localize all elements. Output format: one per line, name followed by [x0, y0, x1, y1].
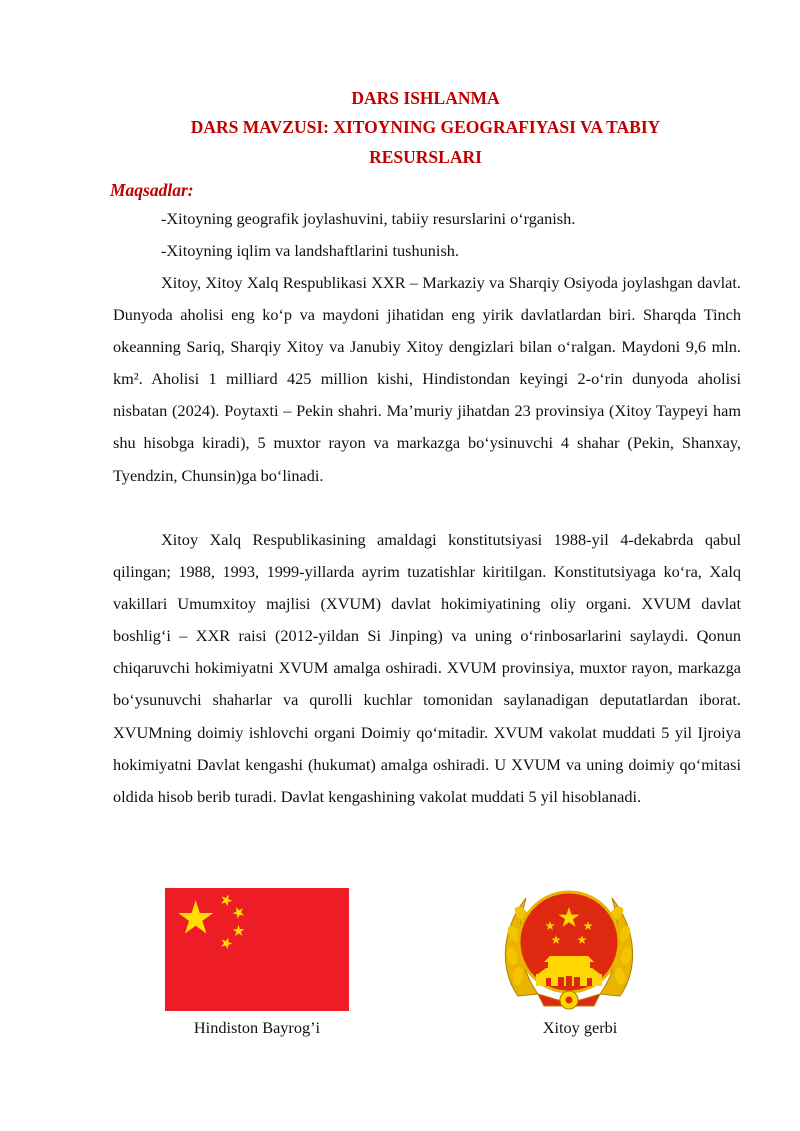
emblem-caption: Xitoy gerbi — [542, 1018, 618, 1037]
china-emblem-icon — [498, 876, 640, 1016]
goal-item: -Xitoyning geografik joylashuvini, tabiiy resurslarini o‘rganish. — [161, 209, 576, 228]
paragraph-geography: Xitoy, Xitoy Xalq Respublikasi XXR – Markaziy va Sharqiy Osiyoda joylashgan davlat. Dunyoda aholisi eng ko‘p va maydoni jihatidan eng yirik davlatlardan biri. Sharqda Tinch okeanning Sariq, Sharqiy Xitoy va Janubiy Xitoy dengizlari bilan o‘ralgan. Maydoni 9,6 mln. km². Aholisi 1 milliard 425 million kishi, Hindistondan keyingi 2-o‘rin dunyoda aholisi nisbatan (2024). Poytaxti – Pekin shahri. Ma’muriy jihatdan 23 provinsiya (Xitoy Taypeyi ham shu hisobga kiradi), 5 muxtor rayon va markazga bo‘ysinuvchi 4 shahar (Pekin, Shanxay, Tyendzin, Chunsin)ga bo‘linadi. — [113, 273, 741, 485]
document-heading-line3: RESURSLARI — [369, 147, 482, 167]
goals-subtitle: Maqsadlar: — [110, 180, 194, 200]
paragraph-constitution: Xitoy Xalq Respublikasining amaldagi konstitutsiyasi 1988-yil 4-dekabrda qabul qilingan; 1988, 1993, 1999-yillarda ayrim tuzatishlar kiritilgan. Konstitutsiyaga ko‘ra, Xalq vakillari Umumxitoy majlisi (XVUM) davlat hokimiyatining oliy organi. XVUM davlat boshlig‘i – XXR raisi (2012-yildan Si Jinping) va uning o‘rinbosarlarini saylaydi. Qonun chiqaruvchi hokimiyatni XVUM amalga oshiradi. XVUM provinsiya, muxtor rayon, markazga bo‘ysunuvchi shaharlar va qurolli kuchlar tomonidan saylanadigan deputatlardan iborat. XVUMning doimiy ishlovchi organi Doimiy qo‘mitadir. XVUM vakolat muddati 5 yil Ijroiya hokimiyatni Davlat kengashi (hukumat) amalga oshiradi. U XVUM va uning doimiy qo‘mitasi oldida hisob berib turadi. Davlat kengashining vakolat muddati 5 yil hisoblanadi. — [113, 530, 741, 806]
china-flag-icon — [165, 888, 349, 1011]
flag-caption: Hindiston Bayrog’i — [193, 1018, 321, 1037]
document-heading-line1: DARS ISHLANMA — [351, 88, 500, 108]
document-heading-line2: DARS MAVZUSI: XITOYNING GEOGRAFIYASI VA TABIY — [190, 117, 661, 137]
goal-item: -Xitoyning iqlim va landshaftlarini tushunish. — [161, 241, 460, 260]
